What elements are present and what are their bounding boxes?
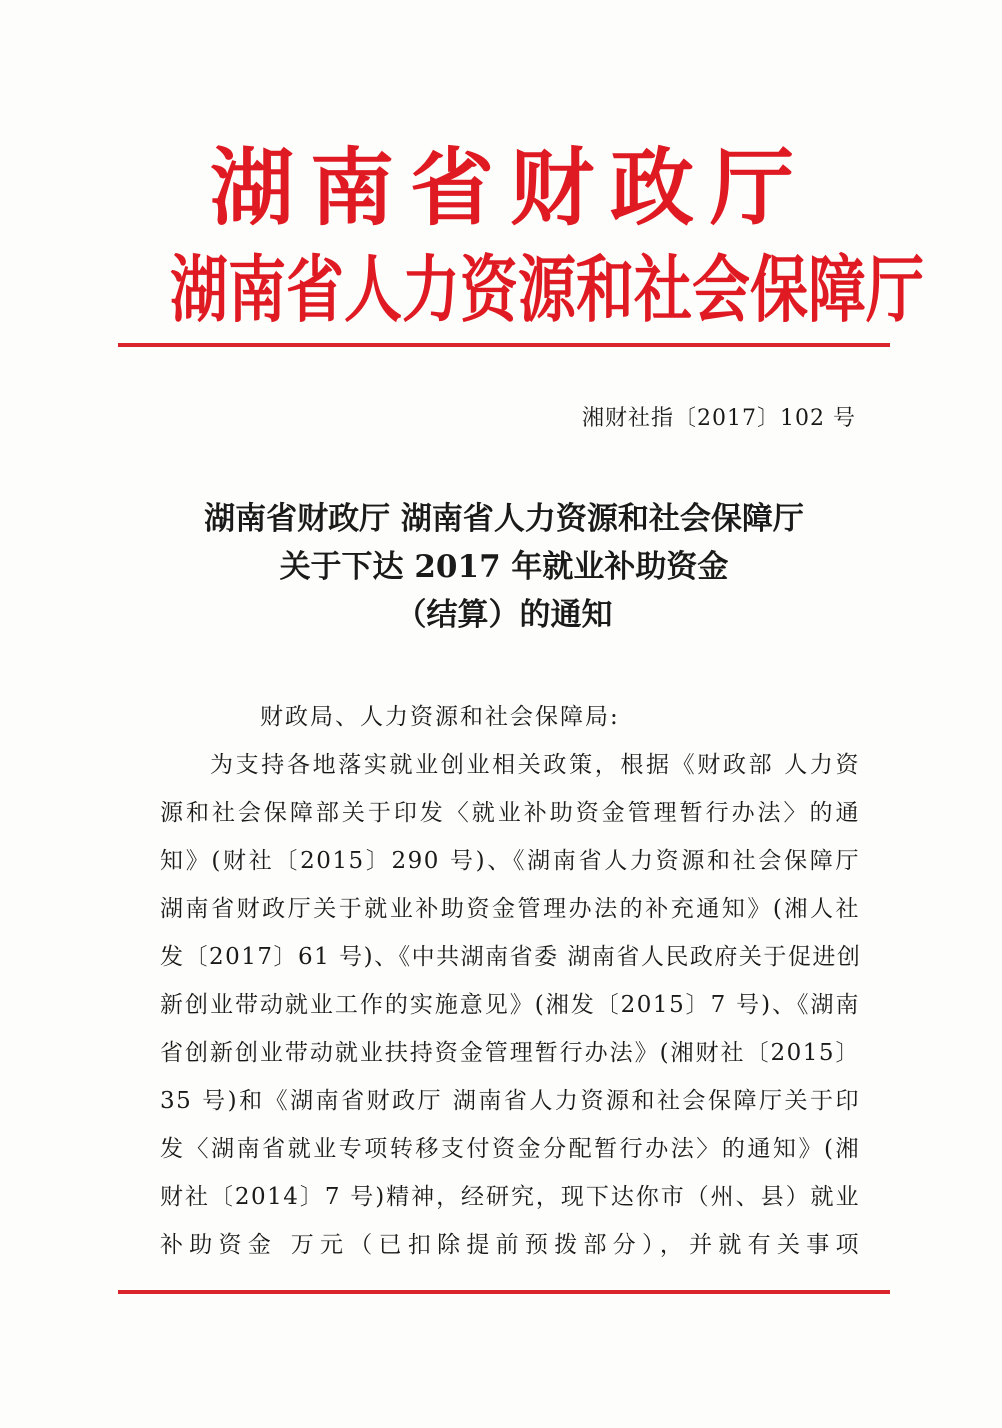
body-line: 发〈湖南省就业专项转移支付资金分配暂行办法〉的通知》(湘 [160,1136,860,1162]
document-number: 湘财社指〔2017〕102 号 [582,406,856,431]
addressee: 财政局、人力资源和社会保障局: [260,704,620,730]
body-line: 新创业带动就业工作的实施意见》(湘发〔2015〕7 号)、《湖南 [160,992,860,1018]
body-line: 发〔2017〕61 号)、《中共湖南省委 湖南省人民政府关于促进创 [160,944,862,970]
red-divider-bottom [118,1290,890,1294]
document-title-line-3: （结算）的通知 [395,597,613,633]
body-line: 知》(财社〔2015〕290 号)、《湖南省人力资源和社会保障厅 [160,848,860,874]
red-divider-top [118,343,890,347]
body-line: 源和社会保障部关于印发〈就业补助资金管理暂行办法〉的通 [160,800,860,826]
body-line: 补助资金 万元（已扣除提前预拨部分），并就有关事项 [160,1232,860,1258]
body-line: 为支持各地落实就业创业相关政策，根据《财政部 人力资 [210,752,860,778]
body-line: 省创新创业带动就业扶持资金管理暂行办法》(湘财社〔2015〕 [160,1040,860,1066]
body-line: 35 号)和《湖南省财政厅 湖南省人力资源和社会保障厅关于印 [160,1088,860,1114]
document-title-line-2: 关于下达 2017 年就业补助资金 [279,549,729,585]
issuer-name-hr-department: 湖南省人力资源和社会保障厅 [170,247,925,333]
body-line: 湖南省财政厅关于就业补助资金管理办法的补充通知》(湘人社 [160,896,860,922]
issuer-name-finance-department: 湖南省财政厅 [209,138,810,237]
document-title-line-1: 湖南省财政厅 湖南省人力资源和社会保障厅 [204,501,804,537]
body-line: 财社〔2014〕7 号)精神，经研究，现下达你市（州、县）就业 [160,1184,860,1210]
